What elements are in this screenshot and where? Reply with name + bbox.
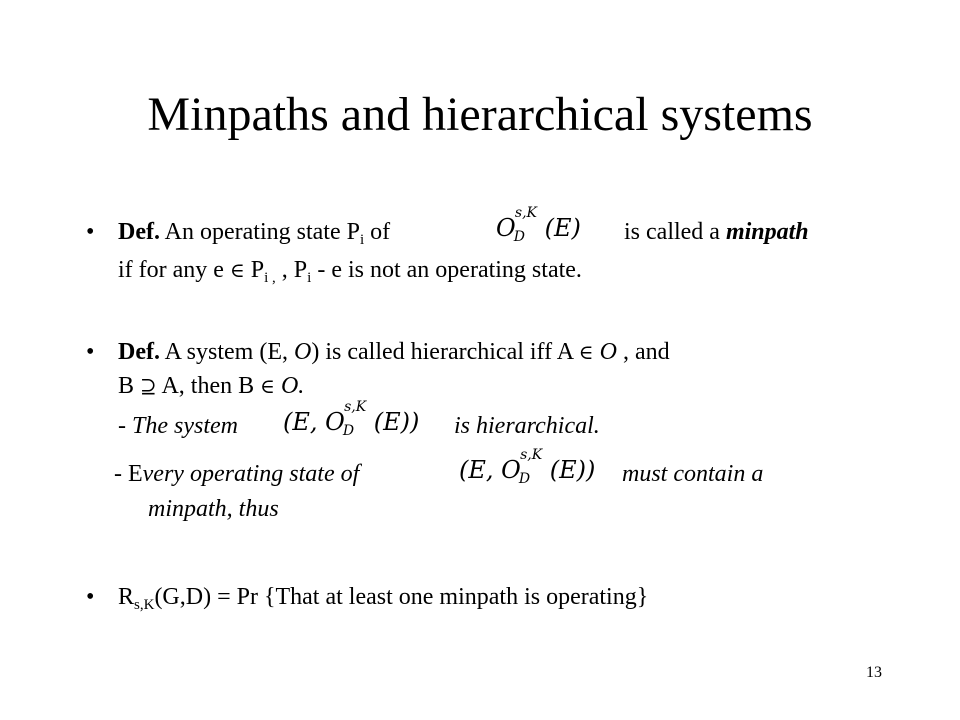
formula-system-2: (E, $O_D^{s,K}$ (E)) — [459, 447, 596, 487]
bullet-marker-3: • — [86, 584, 95, 610]
bullet2-line1: Def. A system (E, O) is called hierarchical iff A ∈ O , and — [118, 339, 670, 365]
bullet-marker-1: • — [86, 219, 95, 245]
bullet2-line3-end: is hierarchical. — [454, 413, 600, 439]
bullet2-line5: minpath, thus — [148, 496, 279, 522]
formula-system-1: (E, $O_D^{s,K}$ (E)) — [283, 399, 420, 439]
page-number: 13 — [866, 664, 882, 681]
bullet3-line: $R_{s,K}(G,D) = Pr$ {That at least one minpath is operating} — [118, 584, 649, 613]
bullet2-line2: B ⊇ A, then B ∈ O. — [118, 373, 305, 399]
bullet2-line4-end: must contain a — [622, 461, 764, 487]
bullet-marker-2: • — [86, 339, 95, 365]
slide-title: Minpaths and hierarchical systems — [147, 88, 813, 141]
bullet1-line2: if for any e ∈ $P_{i ,}$ , $P_i$ - e is not an operating state. — [118, 257, 582, 286]
bullet1-line1-end: is called a minpath — [624, 219, 809, 245]
bullet2-line4-start: - Every operating state of — [114, 461, 360, 487]
bullet2-line3-start: - The system — [118, 413, 238, 439]
def-label-1: Def. — [118, 219, 160, 245]
minpath-term: minpath — [725, 219, 809, 245]
bullet1-line1: Def. An operating state $P_i$ of — [118, 219, 391, 248]
formula-od-e-1: $O_D^{s,K}$ (E) — [496, 205, 581, 245]
def-label-2: Def. — [118, 339, 160, 365]
